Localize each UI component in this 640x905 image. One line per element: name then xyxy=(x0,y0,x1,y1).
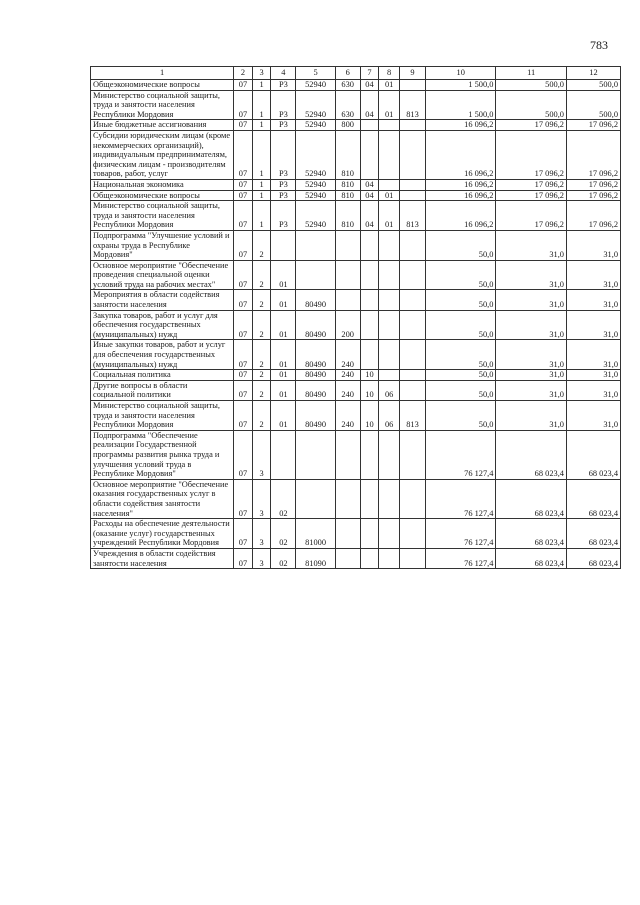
amount-col-11-cell: 68 023,4 xyxy=(496,479,567,518)
code-measure-cell: Р3 xyxy=(271,120,296,131)
amount-col-12-cell: 31,0 xyxy=(566,401,620,431)
code-direction-cell: 80490 xyxy=(296,290,335,310)
code-ministry-cell xyxy=(400,120,426,131)
code-program-cell: 07 xyxy=(234,190,253,201)
item-name-cell: Основное мероприятие "Обеспечение проведения специальной оценки условий труда на рабочих местах" xyxy=(91,260,234,290)
amount-col-10-cell: 1 500,0 xyxy=(425,80,496,91)
table-row xyxy=(91,179,621,190)
code-program-cell: 07 xyxy=(234,90,253,120)
amount-col-11-cell: 68 023,4 xyxy=(496,548,567,568)
code-expense-type-cell xyxy=(335,479,360,518)
amount-col-11-cell: 31,0 xyxy=(496,340,567,370)
amount-col-10-cell: 76 127,4 xyxy=(425,430,496,479)
code-measure-cell: 02 xyxy=(271,548,296,568)
table-row xyxy=(91,290,621,310)
code-subprogram-cell: 1 xyxy=(252,201,271,231)
code-measure-cell: 01 xyxy=(271,310,296,340)
code-ministry-cell xyxy=(400,260,426,290)
item-name-cell: Мероприятия в области содействия занятости населения xyxy=(91,290,234,310)
amount-col-10-cell: 50,0 xyxy=(425,230,496,260)
code-subsection-cell: 01 xyxy=(379,80,400,91)
code-direction-cell: 81090 xyxy=(296,548,335,568)
code-section-cell xyxy=(360,230,379,260)
amount-col-10-cell: 50,0 xyxy=(425,340,496,370)
code-section-cell xyxy=(360,120,379,131)
code-subprogram-cell: 1 xyxy=(252,130,271,179)
code-subsection-cell: 06 xyxy=(379,401,400,431)
code-expense-type-cell: 240 xyxy=(335,401,360,431)
amount-col-10-cell: 76 127,4 xyxy=(425,479,496,518)
item-name-cell: Подпрограмма "Улучшение условий и охраны труда в Республике Мордовия" xyxy=(91,230,234,260)
code-subprogram-cell: 1 xyxy=(252,179,271,190)
item-name-cell: Иные бюджетные ассигнования xyxy=(91,120,234,131)
table-row xyxy=(91,519,621,549)
table-row xyxy=(91,340,621,370)
amount-col-12-cell: 17 096,2 xyxy=(566,201,620,231)
item-name-cell: Национальная экономика xyxy=(91,179,234,190)
code-ministry-cell xyxy=(400,430,426,479)
amount-col-11-cell: 17 096,2 xyxy=(496,190,567,201)
code-section-cell xyxy=(360,548,379,568)
code-subprogram-cell: 3 xyxy=(252,519,271,549)
code-ministry-cell: 813 xyxy=(400,90,426,120)
code-direction-cell: 52940 xyxy=(296,179,335,190)
amount-col-12-cell: 68 023,4 xyxy=(566,479,620,518)
table-body xyxy=(91,80,621,569)
code-measure-cell: 01 xyxy=(271,370,296,381)
code-measure-cell: 01 xyxy=(271,401,296,431)
item-name-cell: Общеэкономические вопросы xyxy=(91,80,234,91)
code-subprogram-cell: 1 xyxy=(252,190,271,201)
code-ministry-cell xyxy=(400,179,426,190)
code-subprogram-cell: 2 xyxy=(252,260,271,290)
budget-table xyxy=(90,66,621,569)
table-row xyxy=(91,130,621,179)
amount-col-12-cell: 68 023,4 xyxy=(566,519,620,549)
amount-col-10-cell: 76 127,4 xyxy=(425,519,496,549)
amount-col-11-cell: 17 096,2 xyxy=(496,201,567,231)
column-header-11: 11 xyxy=(496,67,567,80)
code-measure-cell xyxy=(271,430,296,479)
code-direction-cell: 52940 xyxy=(296,201,335,231)
amount-col-10-cell: 16 096,2 xyxy=(425,190,496,201)
amount-col-10-cell: 50,0 xyxy=(425,310,496,340)
code-subprogram-cell: 2 xyxy=(252,370,271,381)
amount-col-11-cell: 31,0 xyxy=(496,230,567,260)
table-row xyxy=(91,548,621,568)
amount-col-12-cell: 31,0 xyxy=(566,260,620,290)
code-program-cell: 07 xyxy=(234,260,253,290)
table-row xyxy=(91,80,621,91)
table-row xyxy=(91,310,621,340)
code-subprogram-cell: 1 xyxy=(252,120,271,131)
amount-col-11-cell: 68 023,4 xyxy=(496,519,567,549)
code-direction-cell: 80490 xyxy=(296,310,335,340)
code-expense-type-cell: 810 xyxy=(335,190,360,201)
code-measure-cell xyxy=(271,230,296,260)
code-section-cell xyxy=(360,479,379,518)
code-ministry-cell xyxy=(400,340,426,370)
code-section-cell: 04 xyxy=(360,179,379,190)
code-section-cell: 04 xyxy=(360,190,379,201)
amount-col-10-cell: 50,0 xyxy=(425,260,496,290)
code-ministry-cell xyxy=(400,80,426,91)
column-header-3: 3 xyxy=(252,67,271,80)
column-header-12: 12 xyxy=(566,67,620,80)
code-program-cell: 07 xyxy=(234,201,253,231)
code-section-cell: 10 xyxy=(360,401,379,431)
code-measure-cell: Р3 xyxy=(271,201,296,231)
code-measure-cell: 02 xyxy=(271,519,296,549)
code-subprogram-cell: 3 xyxy=(252,548,271,568)
code-subprogram-cell: 2 xyxy=(252,230,271,260)
code-subprogram-cell: 1 xyxy=(252,80,271,91)
amount-col-12-cell: 500,0 xyxy=(566,80,620,91)
column-header-5: 5 xyxy=(296,67,335,80)
code-program-cell: 07 xyxy=(234,120,253,131)
amount-col-10-cell: 1 500,0 xyxy=(425,90,496,120)
amount-col-12-cell: 31,0 xyxy=(566,290,620,310)
table-row xyxy=(91,260,621,290)
code-section-cell: 10 xyxy=(360,370,379,381)
code-subsection-cell xyxy=(379,430,400,479)
code-measure-cell: Р3 xyxy=(271,90,296,120)
table-row xyxy=(91,401,621,431)
code-measure-cell: 01 xyxy=(271,290,296,310)
code-subprogram-cell: 2 xyxy=(252,380,271,400)
code-direction-cell: 52940 xyxy=(296,90,335,120)
amount-col-11-cell: 17 096,2 xyxy=(496,120,567,131)
table-row xyxy=(91,430,621,479)
column-header-1: 1 xyxy=(91,67,234,80)
item-name-cell: Социальная политика xyxy=(91,370,234,381)
code-section-cell xyxy=(360,340,379,370)
code-section-cell: 04 xyxy=(360,80,379,91)
code-subprogram-cell: 2 xyxy=(252,340,271,370)
code-subprogram-cell: 2 xyxy=(252,401,271,431)
amount-col-12-cell: 31,0 xyxy=(566,380,620,400)
code-subsection-cell: 01 xyxy=(379,201,400,231)
code-expense-type-cell: 630 xyxy=(335,90,360,120)
code-measure-cell: Р3 xyxy=(271,80,296,91)
item-name-cell: Субсидии юридическим лицам (кроме некоммерческих организаций), индивидуальным предпринимателям, физическим лицам - производителям товаров, работ, услуг xyxy=(91,130,234,179)
code-direction-cell xyxy=(296,230,335,260)
code-program-cell: 07 xyxy=(234,179,253,190)
code-subsection-cell: 01 xyxy=(379,190,400,201)
code-program-cell: 07 xyxy=(234,430,253,479)
column-header-10: 10 xyxy=(425,67,496,80)
code-expense-type-cell xyxy=(335,430,360,479)
code-section-cell: 04 xyxy=(360,201,379,231)
amount-col-12-cell: 17 096,2 xyxy=(566,179,620,190)
amount-col-11-cell: 31,0 xyxy=(496,260,567,290)
code-program-cell: 07 xyxy=(234,401,253,431)
item-name-cell: Закупка товаров, работ и услуг для обеспечения государственных (муниципальных) нужд xyxy=(91,310,234,340)
code-section-cell xyxy=(360,430,379,479)
code-expense-type-cell xyxy=(335,260,360,290)
amount-col-11-cell: 500,0 xyxy=(496,90,567,120)
column-header-8: 8 xyxy=(379,67,400,80)
amount-col-11-cell: 31,0 xyxy=(496,290,567,310)
code-expense-type-cell xyxy=(335,548,360,568)
code-direction-cell: 81000 xyxy=(296,519,335,549)
table-row xyxy=(91,230,621,260)
amount-col-12-cell: 31,0 xyxy=(566,370,620,381)
code-measure-cell: Р3 xyxy=(271,179,296,190)
code-program-cell: 07 xyxy=(234,340,253,370)
code-subprogram-cell: 3 xyxy=(252,479,271,518)
item-name-cell: Иные закупки товаров, работ и услуг для обеспечения государственных (муниципальных) нужд xyxy=(91,340,234,370)
code-program-cell: 07 xyxy=(234,290,253,310)
code-subsection-cell xyxy=(379,310,400,340)
code-measure-cell: Р3 xyxy=(271,190,296,201)
code-direction-cell: 52940 xyxy=(296,120,335,131)
table-row xyxy=(91,370,621,381)
code-expense-type-cell xyxy=(335,519,360,549)
code-expense-type-cell: 800 xyxy=(335,120,360,131)
amount-col-10-cell: 16 096,2 xyxy=(425,130,496,179)
code-subsection-cell xyxy=(379,130,400,179)
code-program-cell: 07 xyxy=(234,130,253,179)
code-expense-type-cell: 240 xyxy=(335,370,360,381)
code-ministry-cell xyxy=(400,548,426,568)
code-section-cell: 04 xyxy=(360,90,379,120)
code-section-cell xyxy=(360,310,379,340)
table-row xyxy=(91,90,621,120)
amount-col-12-cell: 17 096,2 xyxy=(566,190,620,201)
code-direction-cell xyxy=(296,260,335,290)
amount-col-11-cell: 17 096,2 xyxy=(496,179,567,190)
item-name-cell: Учреждения в области содействия занятости населения xyxy=(91,548,234,568)
amount-col-10-cell: 50,0 xyxy=(425,370,496,381)
code-subprogram-cell: 3 xyxy=(252,430,271,479)
amount-col-11-cell: 68 023,4 xyxy=(496,430,567,479)
amount-col-12-cell: 500,0 xyxy=(566,90,620,120)
item-name-cell: Другие вопросы в области социальной политики xyxy=(91,380,234,400)
code-subsection-cell xyxy=(379,120,400,131)
amount-col-12-cell: 31,0 xyxy=(566,230,620,260)
amount-col-10-cell: 76 127,4 xyxy=(425,548,496,568)
code-ministry-cell xyxy=(400,130,426,179)
code-ministry-cell xyxy=(400,230,426,260)
code-measure-cell: 01 xyxy=(271,380,296,400)
amount-col-10-cell: 50,0 xyxy=(425,380,496,400)
table-row xyxy=(91,479,621,518)
table-row xyxy=(91,190,621,201)
code-program-cell: 07 xyxy=(234,230,253,260)
code-measure-cell: Р3 xyxy=(271,130,296,179)
code-direction-cell: 80490 xyxy=(296,370,335,381)
code-direction-cell xyxy=(296,430,335,479)
code-program-cell: 07 xyxy=(234,519,253,549)
amount-col-12-cell: 31,0 xyxy=(566,310,620,340)
code-measure-cell: 01 xyxy=(271,260,296,290)
amount-col-11-cell: 17 096,2 xyxy=(496,130,567,179)
item-name-cell: Министерство социальной защиты, труда и занятости населения Республики Мордовия xyxy=(91,201,234,231)
code-subsection-cell xyxy=(379,290,400,310)
code-expense-type-cell: 810 xyxy=(335,201,360,231)
code-direction-cell: 80490 xyxy=(296,401,335,431)
code-expense-type-cell: 630 xyxy=(335,80,360,91)
code-subsection-cell xyxy=(379,340,400,370)
code-section-cell: 10 xyxy=(360,380,379,400)
code-expense-type-cell: 240 xyxy=(335,340,360,370)
amount-col-10-cell: 16 096,2 xyxy=(425,201,496,231)
code-program-cell: 07 xyxy=(234,370,253,381)
code-section-cell xyxy=(360,130,379,179)
code-direction-cell: 52940 xyxy=(296,190,335,201)
code-ministry-cell xyxy=(400,290,426,310)
code-expense-type-cell: 810 xyxy=(335,179,360,190)
amount-col-11-cell: 31,0 xyxy=(496,310,567,340)
amount-col-12-cell: 17 096,2 xyxy=(566,130,620,179)
code-measure-cell: 01 xyxy=(271,340,296,370)
code-ministry-cell: 813 xyxy=(400,401,426,431)
column-header-4: 4 xyxy=(271,67,296,80)
table-row xyxy=(91,380,621,400)
code-program-cell: 07 xyxy=(234,548,253,568)
code-program-cell: 07 xyxy=(234,310,253,340)
code-subsection-cell xyxy=(379,479,400,518)
amount-col-11-cell: 500,0 xyxy=(496,80,567,91)
item-name-cell: Расходы на обеспечение деятельности (оказание услуг) государственных учреждений Республики Мордовия xyxy=(91,519,234,549)
code-section-cell xyxy=(360,260,379,290)
item-name-cell: Министерство социальной защиты, труда и занятости населения Республики Мордовия xyxy=(91,401,234,431)
code-direction-cell: 52940 xyxy=(296,130,335,179)
amount-col-12-cell: 68 023,4 xyxy=(566,430,620,479)
code-subsection-cell xyxy=(379,548,400,568)
amount-col-11-cell: 31,0 xyxy=(496,370,567,381)
amount-col-10-cell: 16 096,2 xyxy=(425,120,496,131)
code-ministry-cell: 813 xyxy=(400,201,426,231)
code-direction-cell xyxy=(296,479,335,518)
item-name-cell: Подпрограмма "Обеспечение реализации Государственной программы развития рынка труда и улучшения условий труда в Республике Мордовия" xyxy=(91,430,234,479)
code-ministry-cell xyxy=(400,479,426,518)
code-ministry-cell xyxy=(400,190,426,201)
code-ministry-cell xyxy=(400,310,426,340)
code-direction-cell: 80490 xyxy=(296,380,335,400)
page-number: 783 xyxy=(590,38,608,52)
item-name-cell: Общеэкономические вопросы xyxy=(91,190,234,201)
code-program-cell: 07 xyxy=(234,80,253,91)
amount-col-12-cell: 68 023,4 xyxy=(566,548,620,568)
code-expense-type-cell: 810 xyxy=(335,130,360,179)
amount-col-12-cell: 17 096,2 xyxy=(566,120,620,131)
table-row xyxy=(91,120,621,131)
code-subsection-cell xyxy=(379,370,400,381)
code-expense-type-cell xyxy=(335,290,360,310)
code-subsection-cell xyxy=(379,179,400,190)
code-program-cell: 07 xyxy=(234,380,253,400)
code-subsection-cell: 06 xyxy=(379,380,400,400)
item-name-cell: Основное мероприятие "Обеспечение оказания государственных услуг в области содействия занятости населения" xyxy=(91,479,234,518)
code-direction-cell: 52940 xyxy=(296,80,335,91)
amount-col-11-cell: 31,0 xyxy=(496,401,567,431)
code-section-cell xyxy=(360,519,379,549)
table-row xyxy=(91,201,621,231)
code-expense-type-cell xyxy=(335,230,360,260)
code-expense-type-cell: 240 xyxy=(335,380,360,400)
code-section-cell xyxy=(360,290,379,310)
amount-col-11-cell: 31,0 xyxy=(496,380,567,400)
column-header-2: 2 xyxy=(234,67,253,80)
amount-col-12-cell: 31,0 xyxy=(566,340,620,370)
code-subsection-cell xyxy=(379,260,400,290)
amount-col-10-cell: 50,0 xyxy=(425,401,496,431)
amount-col-10-cell: 50,0 xyxy=(425,290,496,310)
code-expense-type-cell: 200 xyxy=(335,310,360,340)
column-header-7: 7 xyxy=(360,67,379,80)
column-header-9: 9 xyxy=(400,67,426,80)
code-subprogram-cell: 2 xyxy=(252,290,271,310)
code-subprogram-cell: 2 xyxy=(252,310,271,340)
column-header-6: 6 xyxy=(335,67,360,80)
code-program-cell: 07 xyxy=(234,479,253,518)
code-measure-cell: 02 xyxy=(271,479,296,518)
table-header-row xyxy=(91,67,621,80)
code-direction-cell: 80490 xyxy=(296,340,335,370)
code-subsection-cell xyxy=(379,230,400,260)
code-subprogram-cell: 1 xyxy=(252,90,271,120)
code-subsection-cell xyxy=(379,519,400,549)
code-subsection-cell: 01 xyxy=(379,90,400,120)
code-ministry-cell xyxy=(400,370,426,381)
code-ministry-cell xyxy=(400,519,426,549)
amount-col-10-cell: 16 096,2 xyxy=(425,179,496,190)
code-ministry-cell xyxy=(400,380,426,400)
item-name-cell: Министерство социальной защиты, труда и занятости населения Республики Мордовия xyxy=(91,90,234,120)
